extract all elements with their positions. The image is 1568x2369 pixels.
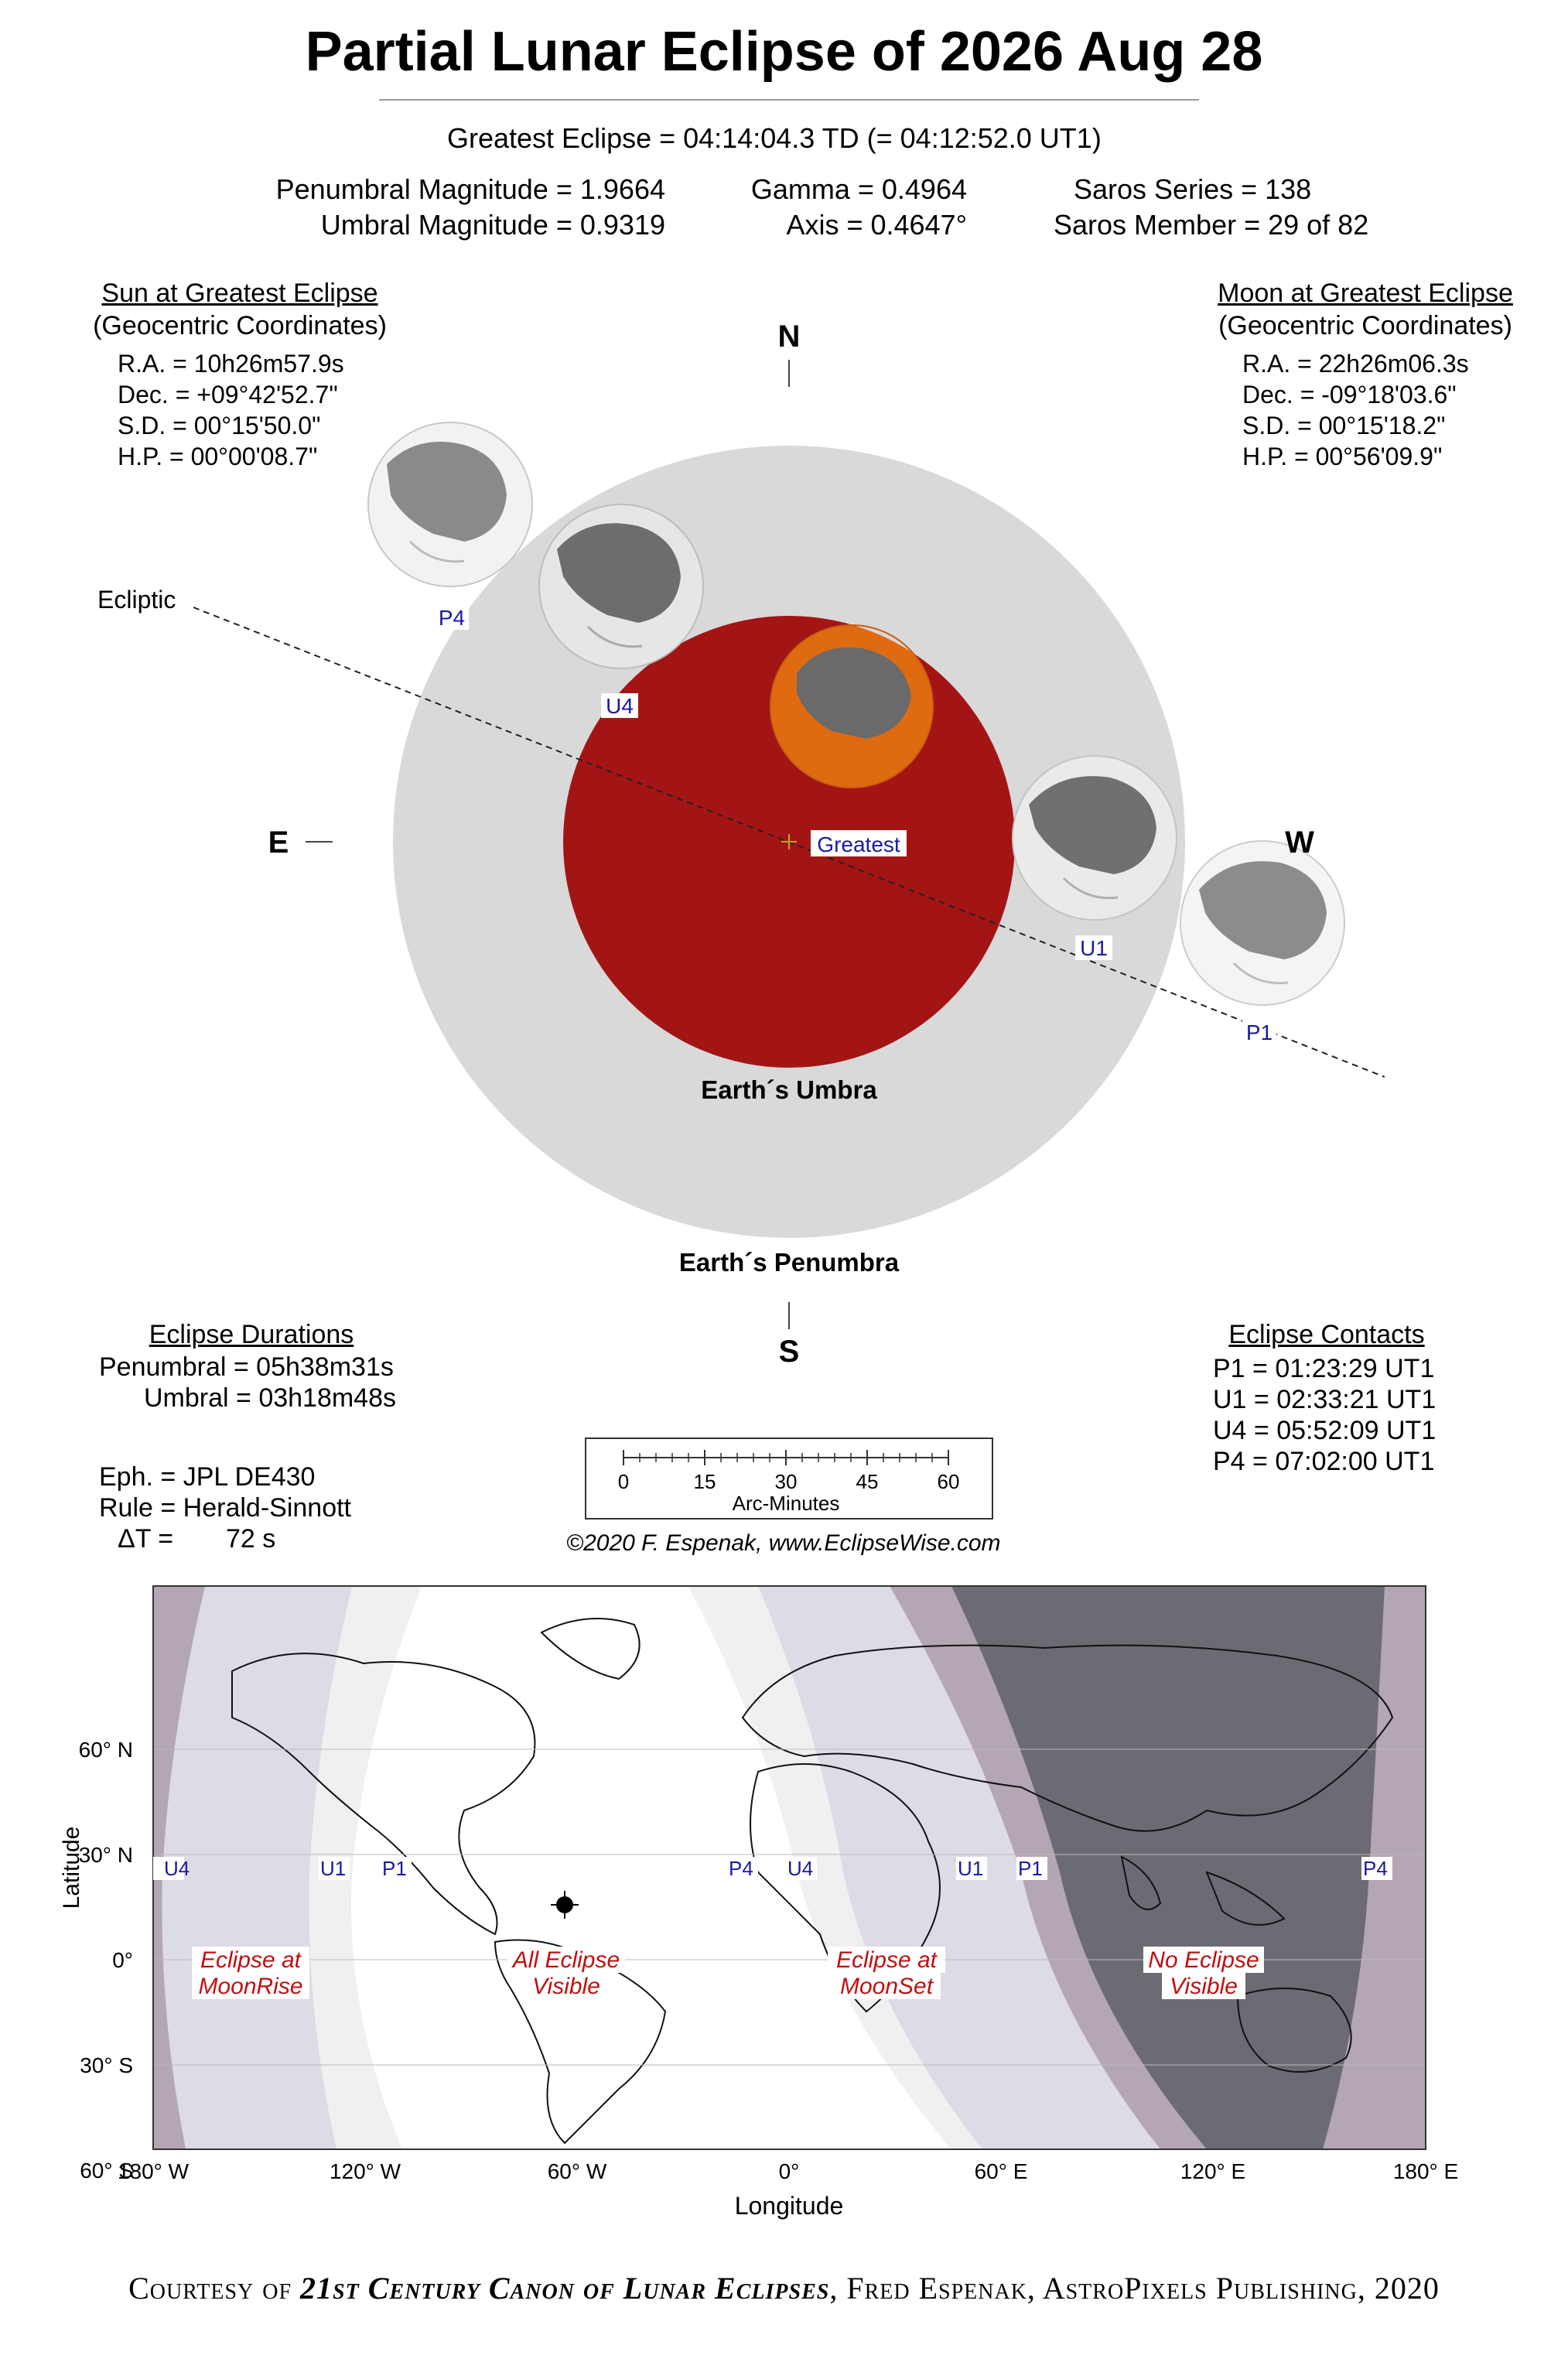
durations-heading: Eclipse Durations: [149, 1320, 354, 1349]
zone-moonrise-line2: MoonRise: [198, 1974, 303, 1999]
duration-umbral: Umbral = 03h18m48s: [144, 1383, 397, 1413]
saros-series: Saros Series = 138: [1074, 173, 1312, 205]
credit: ©2020 F. Espenak, www.EclipseWise.com: [566, 1530, 1001, 1556]
contact-u1-label: U1: [1080, 936, 1108, 960]
lon-tick-180e: 180° E: [1392, 2159, 1459, 2183]
footer-prefix: Courtesy of: [128, 2271, 301, 2306]
contact-p1-label: P1: [1245, 1020, 1273, 1044]
contact-p4-time: P4 = 07:02:00 UT1: [1213, 1447, 1435, 1476]
moon-heading: Moon at Greatest Eclipse: [1218, 279, 1513, 308]
south-label: S: [778, 1335, 800, 1369]
contact-u1-time: U1 = 02:33:21 UT1: [1213, 1385, 1436, 1414]
map-xlabel: Longitude: [734, 2192, 844, 2220]
contact-u4-time: U4 = 05:52:09 UT1: [1213, 1416, 1436, 1445]
ecliptic-label: Ecliptic: [97, 586, 176, 614]
page-title: Partial Lunar Eclipse of 2026 Aug 28: [305, 21, 1263, 83]
saros-member: Saros Member = 29 of 82: [1054, 209, 1369, 241]
greatest-label: Greatest: [817, 832, 900, 856]
footer-suffix: , Fred Espenak, AstroPixels Publishing, 2020: [829, 2271, 1440, 2306]
lon-tick-0: 0°: [778, 2159, 800, 2183]
sun-dec: Dec. = +09°42'52.7": [118, 381, 338, 409]
scale-tick-45: 45: [856, 1470, 879, 1493]
scale-tick-60: 60: [937, 1470, 960, 1493]
north-label: N: [777, 320, 801, 354]
map-label-u1-left: U1: [320, 1857, 347, 1880]
zone-moonrise-line1: Eclipse at: [200, 1947, 302, 1973]
moon-u4-icon: [539, 504, 703, 668]
map-label-p4-mid: P4: [729, 1857, 753, 1880]
umbra-label: Earth´s Umbra: [701, 1075, 877, 1104]
zone-all-visible-line2: Visible: [532, 1974, 600, 1999]
sun-hp: H.P. = 00°00'08.7": [118, 443, 318, 470]
moon-dec: Dec. = -09°18'03.6": [1242, 381, 1457, 409]
map-label-u1-right: U1: [958, 1857, 984, 1880]
sun-subheading: (Geocentric Coordinates): [93, 311, 387, 340]
scale-tick-0: 0: [617, 1470, 630, 1493]
footer-book-title: 21st Century Canon of Lunar Eclipses: [300, 2271, 830, 2306]
moon-sd: S.D. = 00°15'18.2": [1242, 412, 1446, 439]
lon-tick-60e: 60° E: [974, 2159, 1028, 2183]
lon-tick-60w: 60° W: [547, 2159, 607, 2183]
footer-credit: [0, 2270, 1568, 2306]
lat-tick-30n: 30° N: [78, 1843, 133, 1867]
scale-label: Arc-Minutes: [732, 1492, 840, 1515]
penumbra-label: Earth´s Penumbra: [678, 1248, 900, 1277]
greatest-eclipse-line: Greatest Eclipse = 04:14:04.3 TD (= 04:12:52.0 UT1): [447, 122, 1102, 154]
contacts-heading: Eclipse Contacts: [1228, 1320, 1425, 1349]
moon-subheading: (Geocentric Coordinates): [1218, 311, 1512, 340]
moon-ra: R.A. = 22h26m06.3s: [1242, 350, 1469, 378]
duration-penumbral: Penumbral = 05h38m31s: [99, 1352, 394, 1382]
moon-p4-icon: [368, 422, 532, 586]
east-label: E: [268, 826, 289, 860]
umbral-magnitude: Umbral Magnitude = 0.9319: [320, 209, 665, 241]
scale-tick-30: 30: [774, 1470, 798, 1493]
contact-u4-label: U4: [606, 694, 634, 718]
contact-p1-time: P1 = 01:23:29 UT1: [1213, 1354, 1435, 1383]
sun-sd: S.D. = 00°15'50.0": [118, 412, 321, 439]
sun-ra: R.A. = 10h26m57.9s: [118, 350, 344, 378]
map-ylabel: Latitude: [59, 1826, 84, 1909]
lat-tick-0: 0°: [112, 1948, 133, 1972]
scale-bar: [585, 1437, 993, 1520]
zone-all-visible-line1: All Eclipse: [512, 1947, 620, 1973]
lon-tick-120e: 120° E: [1180, 2159, 1246, 2183]
contact-p4-label: P4: [438, 606, 466, 630]
visibility-map: [0, 1578, 1568, 2251]
lon-tick-120w: 120° W: [329, 2159, 401, 2183]
map-label-u4-mid: U4: [787, 1857, 814, 1880]
gamma-value: Gamma = 0.4964: [750, 173, 967, 205]
zone-moonset-line1: Eclipse at: [835, 1947, 938, 1973]
map-label-p1-left: P1: [382, 1857, 407, 1880]
delta-t-label: ΔT =: [118, 1524, 174, 1554]
sun-heading: Sun at Greatest Eclipse: [101, 279, 378, 308]
axis-value: Axis = 0.4647°: [786, 209, 967, 241]
moon-u1-icon: [1013, 756, 1177, 920]
delta-t-value: 72 s: [226, 1524, 276, 1554]
moon-hp: H.P. = 00°56'09.9": [1242, 443, 1443, 470]
lon-tick-180w: 180° W: [117, 2159, 190, 2183]
rule: Rule = Herald-Sinnott: [99, 1493, 352, 1523]
west-label: W: [1285, 826, 1314, 860]
zone-no-eclipse-line1: No Eclipse: [1148, 1947, 1259, 1973]
map-label-p4-right: P4: [1363, 1857, 1388, 1880]
zone-no-eclipse-line2: Visible: [1170, 1974, 1238, 1999]
zone-moonset-line2: MoonSet: [839, 1974, 934, 1999]
moon-p1-icon: [1180, 841, 1344, 1005]
penumbral-magnitude: Penumbral Magnitude = 1.9664: [275, 173, 665, 205]
lat-tick-60n: 60° N: [78, 1738, 133, 1762]
map-label-u4-left: U4: [164, 1857, 190, 1880]
ephemeris: Eph. = JPL DE430: [99, 1462, 316, 1492]
scale-tick-15: 15: [693, 1470, 716, 1493]
map-label-p1-right: P1: [1018, 1857, 1043, 1880]
lat-tick-60s: 60° S: [80, 2159, 133, 2183]
lat-tick-30s: 30° S: [80, 2053, 133, 2077]
